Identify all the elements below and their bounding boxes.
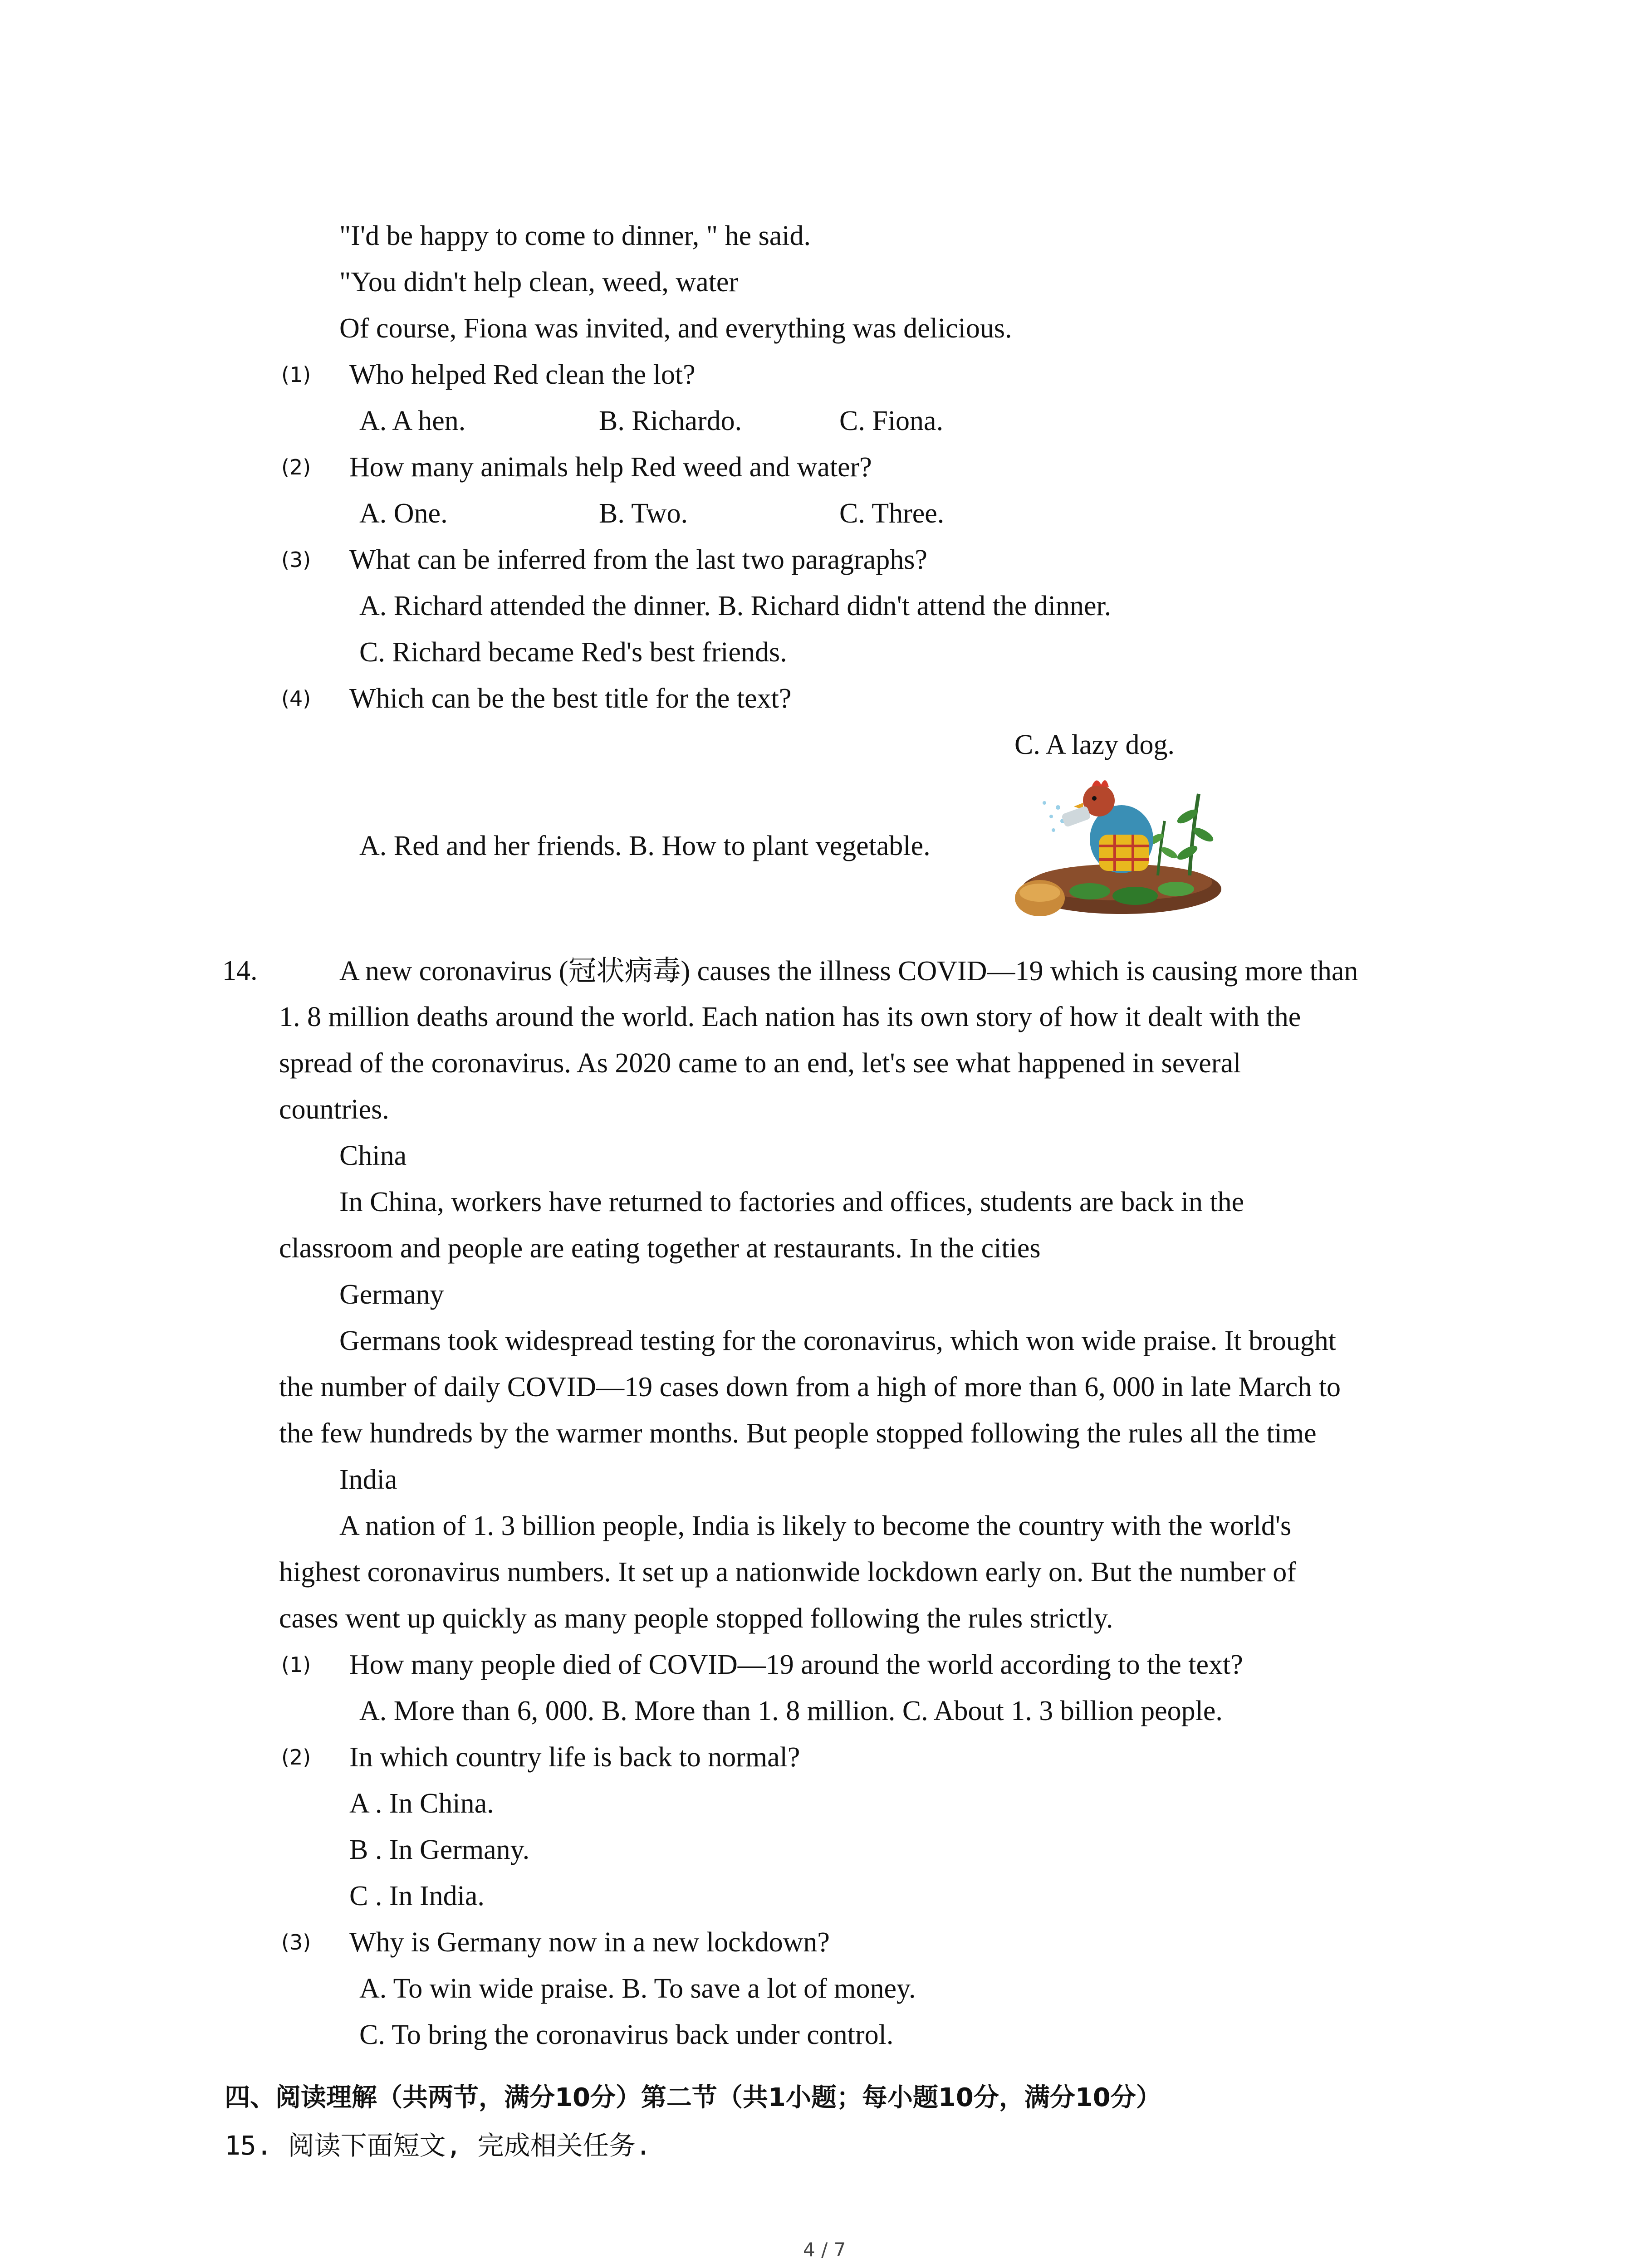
section-heading: 四、阅读理解（共两节，满分10分）第二节（共1小题；每小题10分，满分10分）	[225, 2083, 1161, 2112]
story-line: "I'd be happy to come to dinner, " he said.	[339, 220, 811, 251]
passage-line: the few hundreds by the warmer months. But people stopped following the rules all the time	[279, 1418, 1317, 1449]
question-number: (3)	[281, 1930, 311, 1955]
question-number: (4)	[281, 686, 311, 711]
option-ab: A. Red and her friends. B. How to plant vegetable.	[359, 831, 931, 861]
section-heading-germany: Germany	[339, 1279, 444, 1310]
question-number: (1)	[281, 1652, 311, 1677]
option-abc: A. More than 6, 000. B. More than 1. 8 million. C. About 1. 3 billion people.	[359, 1696, 1223, 1726]
option-c: C. Three.	[839, 498, 945, 529]
question-number: (2)	[281, 1745, 311, 1769]
story-line: Of course, Fiona was invited, and everything was delicious.	[339, 313, 1012, 344]
question-14-number: 14.	[222, 955, 258, 986]
question-text: Which can be the best title for the text?	[349, 683, 792, 714]
question-text: Who helped Red clean the lot?	[349, 359, 696, 390]
story-line: "You didn't help clean, weed, water	[339, 267, 739, 298]
passage-line: highest coronavirus numbers. It set up a nationwide lockdown early on. But the number of	[279, 1557, 1296, 1588]
section-heading-china: China	[339, 1140, 407, 1171]
question-number: (2)	[281, 455, 311, 479]
question-text: How many animals help Red weed and water?	[349, 452, 872, 483]
passage-line: spread of the coronavirus. As 2020 came to an end, let's see what happened in several	[279, 1048, 1241, 1079]
option-c: C . In India.	[349, 1881, 485, 1911]
question-number: (1)	[281, 362, 311, 387]
question-15-instruction: 15. 阅读下面短文, 完成相关任务.	[225, 2130, 652, 2161]
option-b: B. Two.	[599, 498, 688, 529]
passage-line: cases went up quickly as many people stopped following the rules strictly.	[279, 1603, 1113, 1634]
option-a: A. A hen.	[359, 406, 466, 436]
passage-line: Germans took widespread testing for the coronavirus, which won wide praise. It brought	[339, 1325, 1337, 1356]
question-text: What can be inferred from the last two paragraphs?	[349, 544, 927, 575]
section-heading-india: India	[339, 1464, 397, 1495]
question-text: How many people died of COVID—19 around the world according to the text?	[349, 1649, 1243, 1680]
passage-line: the number of daily COVID—19 cases down from a high of more than 6, 000 in late March to	[279, 1372, 1341, 1403]
option-b: B . In Germany.	[349, 1834, 530, 1865]
hen-gardening-illustration	[1008, 767, 1226, 921]
option-b: B. Richardo.	[599, 406, 742, 436]
question-text: In which country life is back to normal?	[349, 1742, 800, 1773]
passage-line: 1. 8 million deaths around the world. Each nation has its own story of how it dealt with the	[279, 1002, 1301, 1032]
option-a: A. One.	[359, 498, 448, 529]
option-ab: A. To win wide praise. B. To save a lot of money.	[359, 1973, 916, 2004]
passage-line: In China, workers have returned to factories and offices, students are back in the	[339, 1187, 1244, 1217]
passage-line: countries.	[279, 1094, 389, 1125]
option-ab: A. Richard attended the dinner. B. Richard didn't attend the dinner.	[359, 591, 1112, 621]
question-text: Why is Germany now in a new lockdown?	[349, 1927, 830, 1958]
passage-intro: A new coronavirus (冠状病毒) causes the illness COVID—19 which is causing more than	[339, 954, 1358, 987]
option-c: C. Richard became Red's best friends.	[359, 637, 787, 668]
question-number: (3)	[281, 547, 311, 572]
option-a: A . In China.	[349, 1788, 494, 1819]
option-c: C. To bring the coronavirus back under control.	[359, 2019, 894, 2050]
passage-line: A nation of 1. 3 billion people, India is likely to become the country with the world's	[339, 1510, 1292, 1541]
option-c: C. A lazy dog.	[1014, 729, 1175, 760]
option-c: C. Fiona.	[839, 406, 944, 436]
passage-line: classroom and people are eating together at restaurants. In the cities	[279, 1233, 1041, 1264]
page-number: 4 / 7	[803, 2239, 846, 2261]
